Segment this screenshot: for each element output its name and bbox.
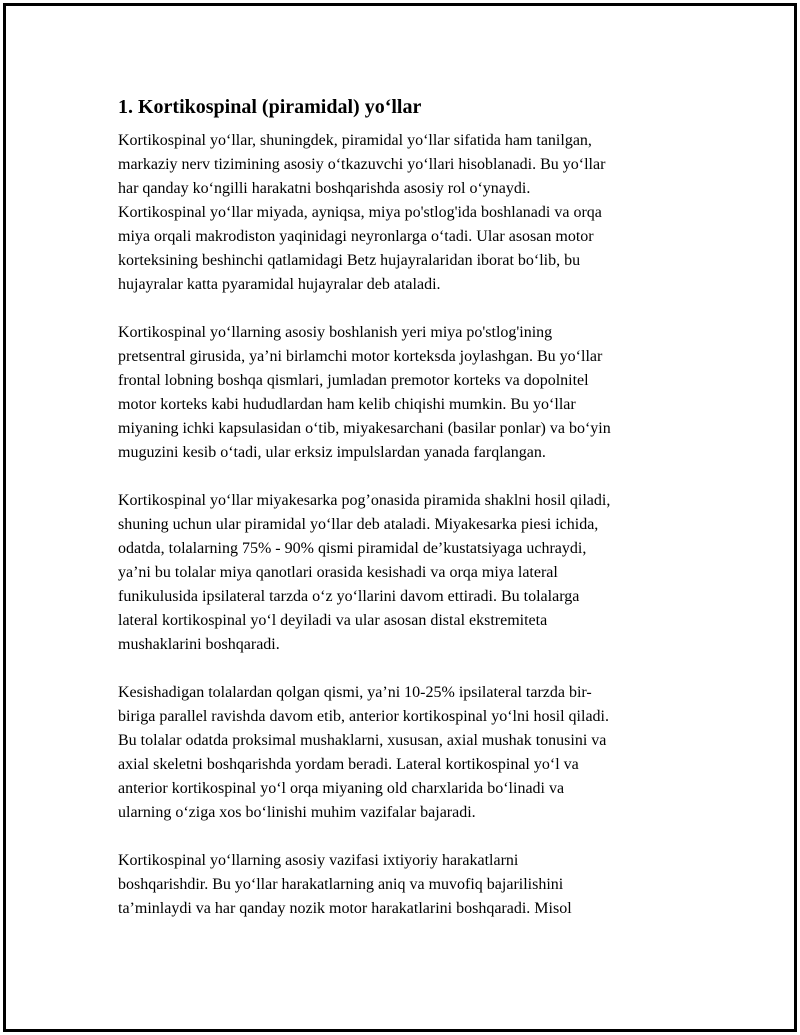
text-line: lateral kortikospinal yo‘l deyiladi va ular asosan distal ekstremiteta [118,612,548,629]
text-line: Kortikospinal yo‘llar miyada, ayniqsa, miya po'stlog'ida boshlanadi va orqa [118,204,602,221]
text-line: har qanday ko‘ngilli harakatni boshqarishda asosiy rol o‘ynaydi. [118,180,531,197]
text-line: Kesishadigan tolalardan qolgan qismi, ya’ni 10-25% ipsilateral tarzda bir- [118,684,592,701]
text-line: boshqarishdir. Bu yo‘llar harakatlarning aniq va muvofiq bajarilishini [118,876,564,893]
text-line: anterior kortikospinal yo‘l orqa miyaning old charxlarida bo‘linadi va [118,780,565,797]
text-line: ya’ni bu tolalar miya qanotlari orasida kesishadi va orqa miya lateral [118,564,558,581]
text-line: ularning o‘ziga xos bo‘linishi muhim vazifalar bajaradi. [118,804,476,821]
text-line: markaziy nerv tizimining asosiy o‘tkazuvchi yo‘llari hisoblanadi. Bu yo‘llar [118,156,606,173]
text-line: Bu tolalar odatda proksimal mushaklarni, xususan, axial mushak tonusini va [118,732,607,749]
text-line: miya orqali makrodiston yaqinidagi neyronlarga o‘tadi. Ular asosan motor [118,228,594,245]
text-line: funikulusida ipsilateral tarzda o‘z yo‘llarini davom ettiradi. Bu tolalarga [118,588,580,605]
paragraph-5 [118,849,698,921]
text-line: ta’minlaydi va har qanday nozik motor harakatlarini boshqaradi. Misol [118,900,572,917]
text-line: motor korteks kabi hududlardan ham kelib chiqishi mumkin. Bu yo‘llar [118,396,576,413]
text-line: mushaklarini boshqaradi. [118,636,280,653]
section-title: 1. Kortikospinal (piramidal) yo‘llar [118,96,422,118]
text-line: Kortikospinal yo‘llarning asosiy boshlanish yeri miya po'stlog'ining [118,324,553,341]
text-line: miyaning ichki kapsulasidan o‘tib, miyakesarchani (basilar ponlar) va bo‘yin [118,420,611,437]
text-line: hujayralar katta pyaramidal hujayralar deb ataladi. [118,276,441,293]
paragraph-1 [118,129,698,297]
text-line: Kortikospinal yo‘llar miyakesarka pog’onasida piramida shaklni hosil qiladi, [118,492,611,509]
text-line: Kortikospinal yo‘llar, shuningdek, piramidal yo‘llar sifatida ham tanilgan, [118,132,592,149]
text-line: pretsentral girusida, ya’ni birlamchi motor korteksda joylashgan. Bu yo‘llar [118,348,603,365]
text-line: biriga parallel ravishda davom etib, anterior kortikospinal yo‘lni hosil qiladi. [118,708,609,725]
text-line: shuning uchun ular piramidal yo‘llar deb ataladi. Miyakesarka piesi ichida, [118,516,599,533]
paragraph-4 [118,681,698,825]
text-line: odatda, tolalarning 75% - 90% qismi piramidal de’kustatsiyaga uchraydi, [118,540,587,557]
text-line: axial skeletni boshqarishda yordam beradi. Lateral kortikospinal yo‘l va [118,756,579,773]
document-body [118,95,698,945]
paragraph-2 [118,321,698,465]
text-line: Kortikospinal yo‘llarning asosiy vazifasi ixtiyoriy harakatlarni [118,852,519,869]
paragraph-3 [118,489,698,657]
text-line: frontal lobning boshqa qismlari, jumladan premotor korteks va dopolnitel [118,372,589,389]
text-line: korteksining beshinchi qatlamidagi Betz hujayralaridan iborat bo‘lib, bu [118,252,581,269]
text-line: muguzini kesib o‘tadi, ular erksiz impulslardan yanada farqlangan. [118,444,546,461]
